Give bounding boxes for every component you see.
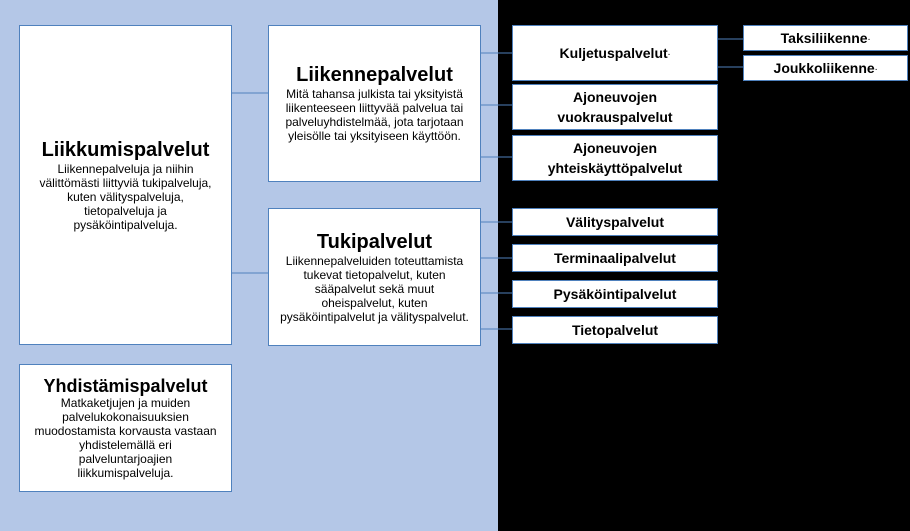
liikennepalvelut-title: Liikennepalvelut (296, 64, 453, 86)
joukkoliikenne-suffix: . (874, 62, 878, 73)
pysakointipalvelut-box (512, 280, 718, 308)
kuljetuspalvelut-label: Kuljetuspalvelut (559, 45, 668, 61)
valityspalvelut-box (512, 208, 718, 236)
vuokrauspalvelut-label: Ajoneuvojen vuokrauspalvelut (557, 89, 673, 125)
tietopalvelut-box (512, 316, 718, 344)
terminaalipalvelut-label: Terminaalipalvelut (554, 250, 676, 266)
pysakointipalvelut-label: Pysäköintipalvelut (553, 286, 677, 302)
yhdistamispalvelut-title: Yhdistämispalvelut (43, 375, 208, 396)
liikennepalvelut-description: Mitä tahansa julkista tai yksityistä liikenteeseen liittyvää palvelua tai palveluyhdistelmää, jota tarjotaan yleisölle tai yksityiseen käyttöön. (285, 87, 464, 143)
yhdistamispalvelut-description: Matkaketjujen ja muiden palvelukokonaisuuksien muodostamista korvausta vastaan yhdistelemällä eri palveluntarjoajien liikkumispalveluja. (34, 396, 217, 481)
joukkoliikenne-box (743, 55, 908, 81)
terminaalipalvelut-box (512, 244, 718, 272)
taksiliikenne-suffix: . (867, 32, 871, 43)
taksiliikenne-box (743, 25, 908, 51)
liikkumispalvelut-box (19, 25, 232, 345)
tukipalvelut-title: Tukipalvelut (316, 230, 433, 253)
valityspalvelut-label: Välityspalvelut (565, 214, 665, 230)
yhteiskayttopalvelut-box (512, 135, 718, 181)
joukkoliikenne-label: Joukkoliikenne (773, 60, 875, 76)
yhteiskayttopalvelut-label: Ajoneuvojen yhteiskäyttöpalvelut (547, 140, 683, 176)
liikennepalvelut-box (268, 25, 481, 182)
tukipalvelut-box (268, 208, 481, 346)
kuljetuspalvelut-box (512, 25, 718, 81)
tietopalvelut-label: Tietopalvelut (571, 322, 659, 338)
taksiliikenne-label: Taksiliikenne (780, 30, 868, 46)
yhdistamispalvelut-box (19, 364, 232, 492)
liikkumispalvelut-title: Liikkumispalvelut (41, 138, 210, 161)
tukipalvelut-description: Liikennepalveluiden toteuttamista tukevat tietopalvelut, kuten sääpalvelut sekä muut oheispalvelut, kuten pysäköintipalvelut ja välityspalvelut. (280, 253, 469, 324)
vuokrauspalvelut-box (512, 84, 718, 130)
kuljetuspalvelut-suffix: . (667, 47, 671, 58)
liikkumispalvelut-description: Liikennepalveluja ja niihin välittömästi liittyviä tukipalveluja, kuten välityspalveluja, tietopalveluja ja pysäköintipalveluja. (39, 161, 212, 232)
